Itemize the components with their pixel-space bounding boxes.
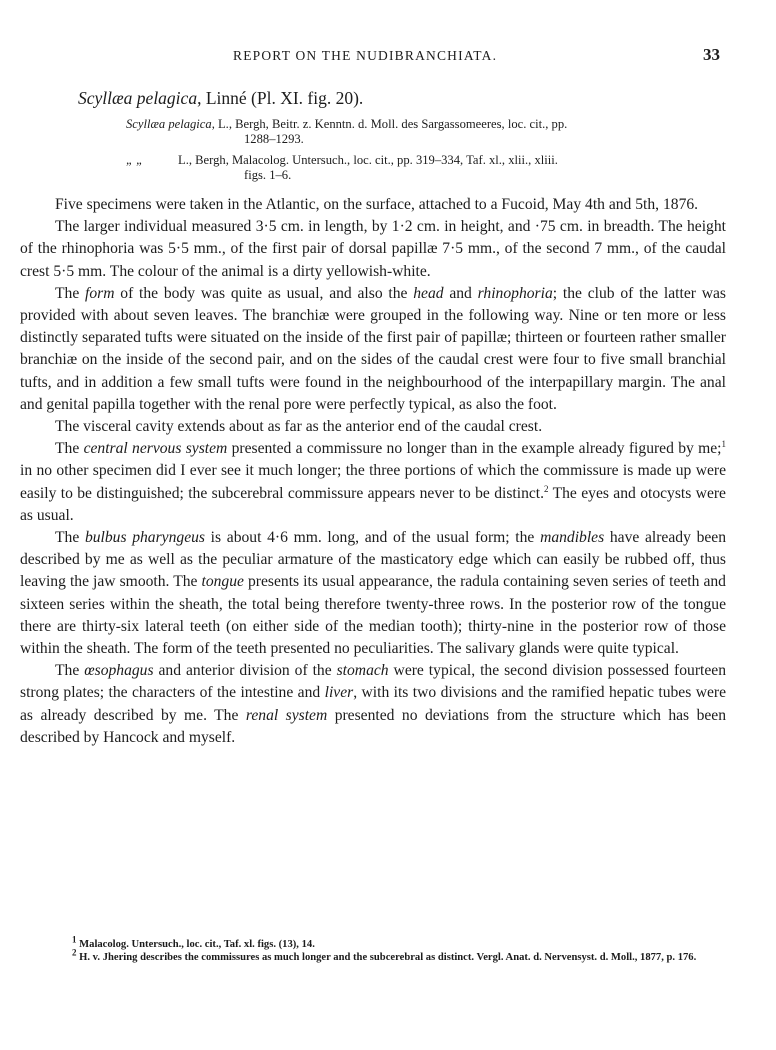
synonymy-entry-2 [126,153,728,183]
footnote-1: $^1$ Malacolog. Untersuch., loc. cit., Taf. xl. figs. (13), 14. [72,934,315,950]
ditto-marks: „ „ [126,153,144,167]
synonym-text-line1: L., Bergh, Malacolog. Untersuch., loc. cit., pp. 319–334, Taf. xl., xlii., xliii. [178,153,558,167]
synonym-text-line1: , L., Bergh, Beitr. z. Kenntn. d. Moll. des Sargassomeeres, loc. cit., pp. [211,117,568,131]
footnote-ref-1: 1 [721,439,726,450]
paragraph-measurements: The larger individual measured 3·5 cm. in length, by 1·2 cm. in height, and ·75 cm. in breadth. The height of the rhinophoria was 5·5 mm., of the first pair of dorsal papillæ 7·5 mm., of the second 7 mm., of the caudal crest 5·5 mm. The colour of the animal is a dirty yellowish-white. [20,218,726,280]
page-number: 33 [703,45,720,64]
species-authority: , Linné (Pl. XI. fig. 20). [197,88,364,108]
paragraph-collection: Five specimens were taken in the Atlantic, on the surface, attached to a Fucoid, May 4th and 5th, 1876. [55,196,699,213]
paragraph-visceral-cavity: The visceral cavity extends about as far as the anterior end of the caudal crest. [55,418,543,436]
paragraph-nervous-system: The central nervous system presented a commissure no longer than in the example already figured by me;$^1$ in no other specimen did I ever see it much longer; the three portions of which the commissure is made up were easily to be distinguished; the subcerebral commissure appears never to be distinct.$^2$ The eyes and otocysts were as usual. [20,439,726,524]
species-name: Scyllæa pelagica [78,88,198,108]
paragraph-digestive: The œsophagus and anterior division of the stomach were typical, the second division possessed fourteen strong plates; the characters of the intestine and liver, with its two divisions and the ramified hepatic tubes were as already described by me. The renal system presented no deviations from the structure which has been described by Hancock and myself. [20,662,727,746]
synonym-text-line2: 1288–1293. [244,132,304,146]
synonym-text-line2: figs. 1–6. [244,168,292,182]
body-text [20,194,726,749]
species-heading [78,88,363,109]
paragraph-form: The form of the body was quite as usual, and also the head and rhinophoria; the club of the latter was provided with about seven leaves. The branchiæ were grouped in the following way. Nine or ten more or less distinctly separated tufts were situated on the inside of the first pair of papillæ; thirteen or fourteen rather smaller branchiæ on the inside of the second pair, and on the sides of the caudal crest were four to five small branchial tufts, and in addition a few small tufts were found in the neighbourhood of the interpapillary margin. The anal and genital papilla together with the renal pore were perfectly typical, as also the foot. [20,284,726,413]
running-title: REPORT ON THE NUDIBRANCHIATA. [233,48,498,63]
footnote-ref-2: 2 [544,483,549,494]
synonym-name: Scyllæa pelagica [126,117,212,131]
footnotes [20,934,730,964]
footnote-2: $^2$ H. v. Jhering describes the commissures as much longer and the subcerebral as distinct. Vergl. Anat. d. Nervensyst. d. Moll., 1877, p. 176. [72,947,697,964]
synonymy-entry-1 [126,117,728,147]
paragraph-bulbus: The bulbus pharyngeus is about 4·6 mm. long, and of the usual form; the mandibles have already been described by me as well as the peculiar armature of the masticatory edge which can easily be rubbed off, thus leaving the jaw smooth. The tongue presents its usual appearance, the radula containing seven series of teeth and sixteen series within the sheath, the total being therefore twenty-three rows. In the posterior row of the tongue there are thirty-six lateral teeth (on either side of the median tooth); thirty-nine in the posterior row of those within the sheath. The form of the teeth presented no peculiarities. The salivary glands were quite typical. [20,529,726,658]
